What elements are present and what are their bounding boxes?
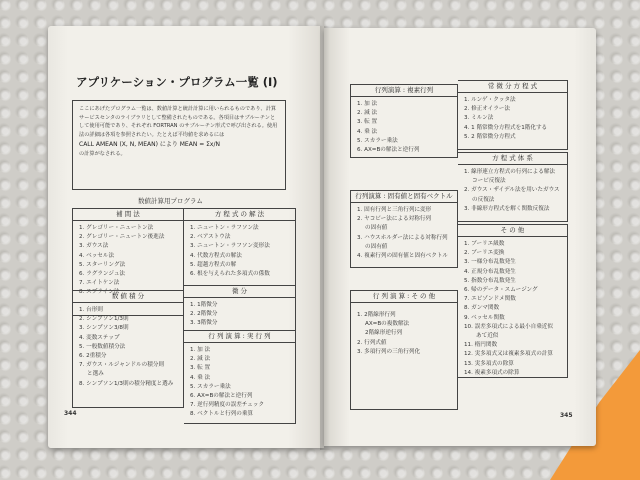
list-item: 8. ベクトルと行列の乗算 (190, 411, 254, 418)
list-item: コービ反復法 (472, 178, 506, 185)
table-equations (184, 208, 296, 286)
list-caption: 数値計算用プログラム (138, 197, 203, 205)
list-item: 8. ガンマ関数 (464, 305, 500, 312)
list-item: 3. ハウスホルダー法による対称行列 (357, 234, 448, 241)
list-item: 7. 逆行列精度の誤差チェック (190, 402, 265, 409)
table-header: 常 微 分 方 程 式 (458, 81, 567, 93)
list-item: 2. ベアストウ法 (190, 234, 231, 241)
list-item: AX=Bの複数解法 (365, 321, 410, 328)
list-item: 10. 誤差多項式による最小自乗近似 (464, 323, 553, 330)
table-ode (458, 80, 568, 150)
list-item: 3. 多項行列の三角行列化 (357, 348, 421, 355)
list-item: 4. 乗 法 (190, 374, 211, 381)
list-item: 3. シンプソン3/8則 (79, 325, 129, 332)
list-item: 7. エビゾンドメ関数 (464, 296, 516, 303)
list-item: 7. エイトケン法 (79, 280, 120, 287)
list-item: 2. 修正オイラー法 (464, 106, 510, 113)
list-item: 1. 台形則 (79, 307, 103, 313)
list-item: 1. 固有行列と三角行列に変形 (357, 207, 432, 213)
list-item: 3. 転 置 (190, 365, 211, 372)
list-item: 1. ブーリエ級数 (464, 241, 505, 247)
formula: CALL AMEAN (X, N, MEAN) により MEAN = Σx/N (79, 141, 220, 148)
list-item: 12. 実多項式又は複素多項式の計算 (464, 351, 553, 358)
list-item: 4. 1 階常微分方程式を1階化する (464, 124, 548, 131)
intro-text: ここにあげたプログラム一覧は、数値計算と統計計算に用いられるものであり、計算サービスセンタのライブラリとして整備されたものである。各項目はサブルーチンとして使用可能であり、それぞれ FORTRAN のサブルーチン形式で呼び出される。使用法の詳細は各項を参照されたい。たとえば平均値を求めるには (79, 106, 278, 138)
table-matrix-other (350, 290, 458, 410)
list-item: 2. グレゴリー・ニュートン後進法 (79, 234, 165, 241)
list-item: 6. 根を与えられた多項式の係数 (190, 271, 270, 278)
list-item: 5. 指数分布乱数発生 (464, 277, 516, 284)
open-book (48, 26, 596, 452)
list-item: の反復法 (472, 196, 495, 203)
list-item: 3. 一様分布乱数発生 (464, 259, 516, 266)
list-item: 5. 2 階常微分方程式 (464, 133, 516, 140)
list-item: 8. シンプソン1/3則の積分精度と選み (79, 380, 174, 387)
table-header: 方 程 式 の 解 法 (184, 209, 295, 221)
list-item: 2. 減 法 (190, 356, 211, 363)
list-item: 4. 乗 法 (357, 128, 378, 135)
list-item: 6. 帰のデータ・スムージング (464, 287, 538, 294)
table-matrix-real (184, 330, 296, 424)
table-eigen (350, 190, 458, 268)
left-page (48, 26, 324, 448)
list-item: 3. 非線形方程式を解く関数反復法 (464, 205, 550, 212)
list-item: 14. 複素多項式の除算 (464, 369, 520, 376)
list-item: 2階線形逆行列 (365, 330, 403, 337)
list-item: 3. ガウス法 (79, 243, 109, 250)
list-item: 3. 3階微分 (190, 320, 218, 327)
list-item: 3. 転 置 (357, 119, 378, 126)
list-item: 4. 正規分布乱数発生 (464, 268, 516, 275)
table-header: そ の 他 (458, 225, 567, 237)
formula-note: の計算がなされる。 (79, 150, 126, 157)
list-item: 2. 減 法 (357, 110, 378, 117)
table-header: 行列演算 : 固有値と固有ベクトル (351, 191, 457, 203)
list-item: 6. AX=Bの解法と逆行列 (357, 147, 420, 154)
list-item: あて近似 (476, 333, 499, 340)
list-item: 5. 一般数値積分法 (79, 343, 126, 350)
list-item: の固有値 (365, 243, 388, 250)
list-item: 8. スプライン法 (79, 289, 120, 296)
table-header: 行列演算 : 複素行列 (351, 85, 457, 97)
list-item: 6. AX=Bの解法と逆行列 (190, 393, 253, 400)
table-header: 行 列 演 算 : 実 行 列 (184, 331, 295, 343)
list-item: 1. 2階線形行列 (357, 312, 396, 318)
list-item: 4. ベッセル法 (79, 252, 115, 259)
table-integration (72, 290, 184, 408)
list-item: 11. 楕円関数 (464, 342, 498, 349)
list-item: 5. スカラー乗法 (357, 137, 398, 144)
list-item: 1. ルンゲ・クッタ法 (464, 97, 516, 103)
page-number-right: 345 (560, 412, 573, 419)
list-item: 5. スターリング法 (79, 261, 126, 268)
list-item: 1. 1階微分 (190, 302, 218, 308)
list-item: 1. 加 法 (190, 347, 211, 353)
intro-box (72, 100, 286, 190)
list-item: 9. ベッセル関数 (464, 314, 505, 321)
table-header: 方 程 式 体 系 (458, 153, 567, 165)
table-other (458, 224, 568, 378)
list-item: 4. 変数ステップ (79, 334, 120, 341)
list-item: 1. グレゴリー・ニュートン法 (79, 225, 154, 231)
table-header: 数 値 積 分 (73, 290, 183, 303)
list-item: 1. 線形連立方程式の行列による解法 (464, 169, 556, 175)
table-differentiation (184, 285, 296, 331)
list-item: 1. ニュートン・ラフソン法 (190, 225, 259, 231)
list-item: 3. ニュートン・ラフソン変形法 (190, 243, 270, 250)
list-item: 5. スカラー乗法 (190, 383, 231, 390)
list-item: 1. 加 法 (357, 101, 378, 107)
list-item: 3. ミルン法 (464, 115, 494, 122)
list-item: 2. ヤコビー法による対称行列 (357, 216, 432, 223)
list-item: 2. 2階微分 (190, 311, 218, 318)
list-item: 4. 複素行列の固有値と固有ベクトル (357, 253, 449, 260)
list-item: 6. ラグランジュ法 (79, 271, 126, 278)
table-header: 微 分 (184, 286, 295, 298)
table-matrix-complex (350, 84, 458, 158)
table-systems (458, 152, 568, 222)
list-item: 2. 行列式値 (357, 339, 387, 346)
table-header: 補 間 法 (73, 209, 183, 221)
list-item: の固有値 (365, 225, 388, 232)
list-item: 2. ブーリエ変換 (464, 250, 505, 257)
table-header: 行 列 演 算 : そ の 他 (351, 291, 457, 303)
page-title: アプリケーション・プログラム一覧 (I) (76, 75, 278, 89)
list-item: 7. ガウス・ルジャンドルの積分則 (79, 362, 165, 369)
page-number-left: 344 (64, 410, 77, 417)
list-item: 5. 超越方程式の解 (190, 261, 237, 268)
list-item: 2. シンプソン1/3則 (79, 316, 129, 323)
list-item: と選み (87, 371, 104, 378)
list-item: 6. 2重積分 (79, 353, 107, 360)
list-item: 4. 代数方程式の解法 (190, 252, 242, 259)
right-page (324, 28, 596, 446)
list-item: 13. 実多項式の除算 (464, 360, 514, 367)
list-item: 2. ガウス・ザイデル法を用いたガウス (464, 187, 560, 194)
